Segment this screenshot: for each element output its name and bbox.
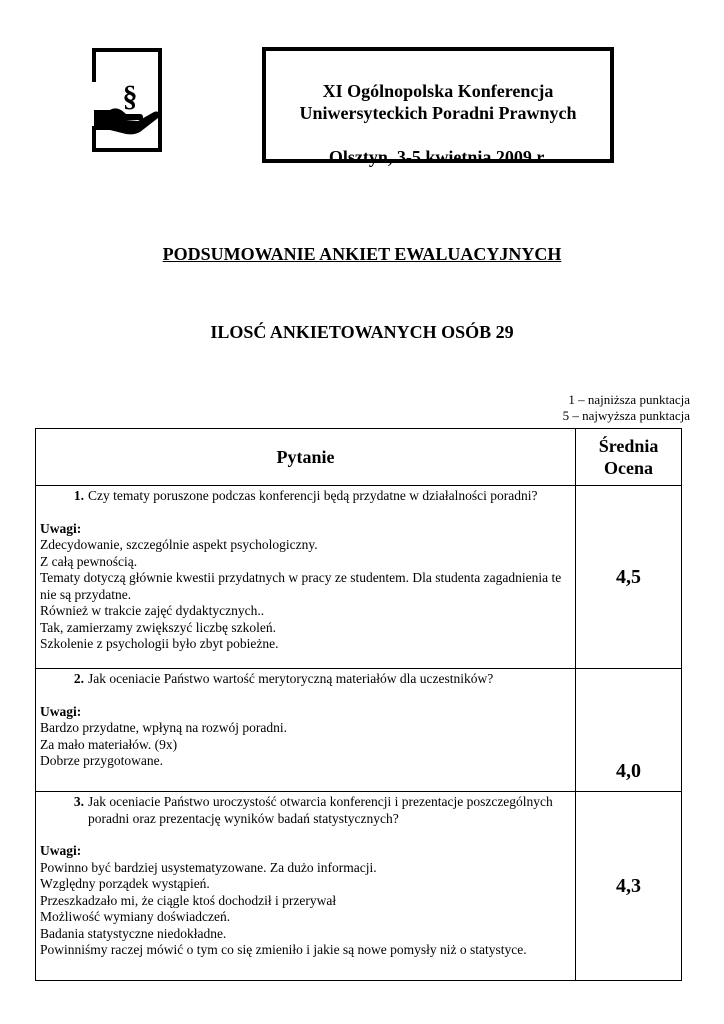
comment: Zdecydowanie, szczególnie aspekt psychologiczny.	[40, 537, 318, 552]
table-header-row	[36, 429, 682, 486]
table-row	[36, 792, 682, 981]
comment: Tak, zamierzamy zwiększyć liczbę szkoleń.	[40, 619, 276, 635]
question-cell	[36, 792, 576, 981]
comment: Możliwość wymiany doświadczeń.	[40, 909, 231, 924]
question-text: Jak oceniacie Państwo uroczystość otwarcia konferencji i prezentacje poszczególnych poradni oraz prezentację wyników badań statystycznych?	[88, 794, 553, 826]
scale-low: 1 – najniższa punktacja	[568, 392, 690, 407]
column-header-score	[576, 429, 682, 486]
comment: Powinno być bardziej usystematyzowane. Za dużo informacji.	[40, 859, 377, 875]
average-score: 4,5	[576, 486, 682, 669]
comment: Względny porządek wystąpień.	[40, 876, 210, 891]
conference-name-line1: XI Ogólnopolska Konferencja	[322, 81, 554, 101]
comment: Również w trakcie zajęć dydaktycznych..	[40, 603, 265, 618]
conference-name-line2: Uniwersyteckich Poradni Prawnych	[299, 103, 577, 123]
column-header-question: Pytanie	[36, 429, 576, 486]
comment: Z całą pewnością.	[40, 553, 138, 569]
comment: Szkolenie z psychologii było zbyt pobieżne.	[40, 636, 279, 651]
remarks-label: Uwagi:	[40, 520, 82, 536]
comment: Za mało materiałów. (9x)	[40, 736, 178, 752]
comment: Powinniśmy raczej mówić o tym co się zmieniło i jakie są nowe pomysły niż o statystyce.	[40, 942, 527, 957]
question-number: 2.	[73, 671, 84, 686]
remarks-label: Uwagi:	[40, 703, 82, 719]
table-row	[36, 669, 682, 792]
remarks-label: Uwagi:	[40, 843, 82, 858]
conference-date: Olsztyn, 3-5 kwietnia 2009 r.	[328, 147, 548, 167]
survey-table	[35, 428, 682, 981]
comment: Dobrze przygotowane.	[40, 753, 163, 768]
question-number: 3.	[73, 794, 84, 809]
average-score: 4,0	[576, 669, 682, 792]
average-score: 4,3	[576, 792, 682, 981]
table-row	[36, 486, 682, 669]
question-cell	[36, 486, 576, 669]
svg-text:§: §	[122, 80, 138, 113]
column-header-score-line1: Średnia	[598, 436, 659, 456]
column-header-score-line2: Ocena	[604, 458, 654, 478]
question-text: Jak oceniacie Państwo wartość merytoryczną materiałów dla uczestników?	[88, 671, 494, 686]
scale-high: 5 – najwyższa punktacja	[562, 408, 690, 423]
conference-header	[262, 47, 614, 167]
clinic-logo	[92, 48, 162, 152]
question-number: 1.	[73, 488, 84, 503]
comment: Bardzo przydatne, wpłyną na rozwój poradni.	[40, 720, 288, 735]
question-text: Czy tematy poruszone podczas konferencji będą przydatne w działalności poradni?	[88, 488, 538, 503]
question-cell	[36, 669, 576, 792]
respondent-count: ILOSĆ ANKIETOWANYCH OSÓB 29	[210, 322, 514, 342]
page-title: PODSUMOWANIE ANKIET EWALUACYJNYCH	[162, 244, 562, 264]
rating-scale-legend	[563, 392, 690, 424]
hand-paragraph-icon	[92, 48, 162, 152]
comment: Tematy dotyczą głównie kwestii przydatnych w pracy ze studentem. Dla studenta zagadnienia te nie są przydatne.	[40, 570, 562, 602]
comment: Przeszkadzało mi, że ciągle ktoś dochodził i przerywał	[40, 892, 337, 908]
comment: Badania statystyczne niedokładne.	[40, 925, 227, 941]
